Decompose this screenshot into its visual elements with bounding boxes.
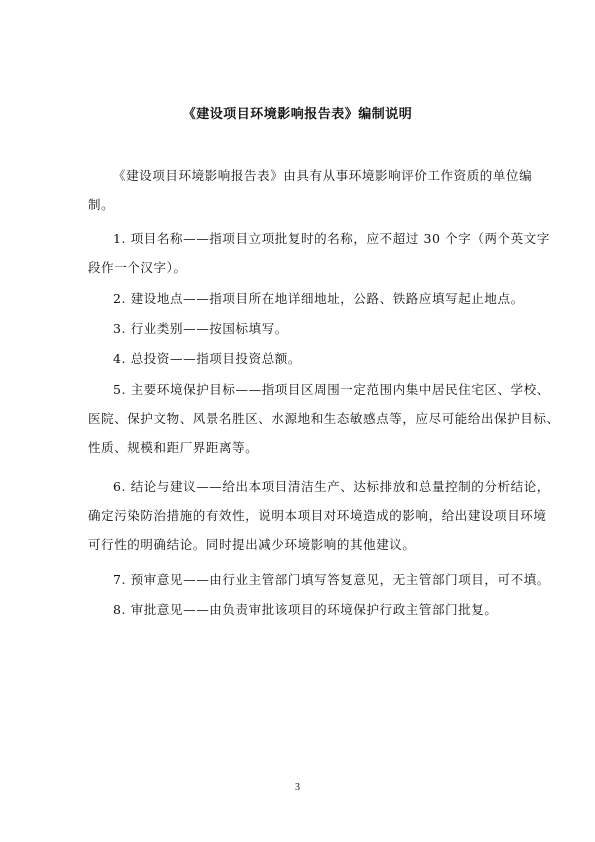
- item-line: 5. 主要环境保护目标——指项目区周围一定范围内集中居民住宅区、学校、: [113, 382, 550, 397]
- item-line: 3. 行业类别——按国标填写。: [113, 321, 288, 336]
- item-line: 1. 项目名称——指项目立项批复时的名称，应不超过 30 个字（两个英文字: [113, 231, 550, 246]
- item-project-name: [88, 224, 550, 282]
- intro-line: 《建设项目环境影响报告表》由具有从事环境影响评价工作资质的单位编: [113, 168, 533, 183]
- item-industry-category: [88, 314, 508, 343]
- item-line: 可行性的明确结论。同时提出减少环境影响的其他建议。: [88, 537, 416, 552]
- item-line: 段作一个汉字）。: [88, 260, 187, 275]
- item-pre-review: [88, 565, 550, 594]
- item-line: 8. 审批意见——由负责审批该项目的环境保护行政主管部门批复。: [113, 602, 498, 617]
- item-line: 性质、规模和距厂界距离等。: [88, 440, 259, 455]
- item-total-investment: [88, 344, 508, 373]
- item-construction-site: [88, 284, 524, 313]
- page-number: 3: [295, 782, 300, 793]
- item-protection-targets: [88, 375, 560, 462]
- item-line: 7. 预审意见——由行业主管部门填写答复意见，无主管部门项目，可不填。: [113, 572, 550, 587]
- item-conclusions: [88, 472, 550, 559]
- intro-line: 制。: [88, 197, 115, 212]
- item-line: 4. 总投资——指项目投资总额。: [113, 351, 302, 366]
- document-title: 《建设项目环境影响报告表》编制说明: [182, 107, 413, 122]
- item-approval: [88, 595, 508, 624]
- intro-paragraph: [88, 161, 533, 219]
- item-line: 确定污染防治措施的有效性，说明本项目对环境造成的影响，给出建设项目环境: [88, 508, 547, 523]
- item-line: 2. 建设地点——指项目所在地详细地址，公路、铁路应填写起止地点。: [113, 291, 524, 306]
- item-line: 医院、保护文物、风景名胜区、水源地和生态敏感点等，应尽可能给出保护目标、: [88, 411, 560, 426]
- item-line: 6. 结论与建议——给出本项目清洁生产、达标排放和总量控制的分析结论，: [113, 479, 550, 494]
